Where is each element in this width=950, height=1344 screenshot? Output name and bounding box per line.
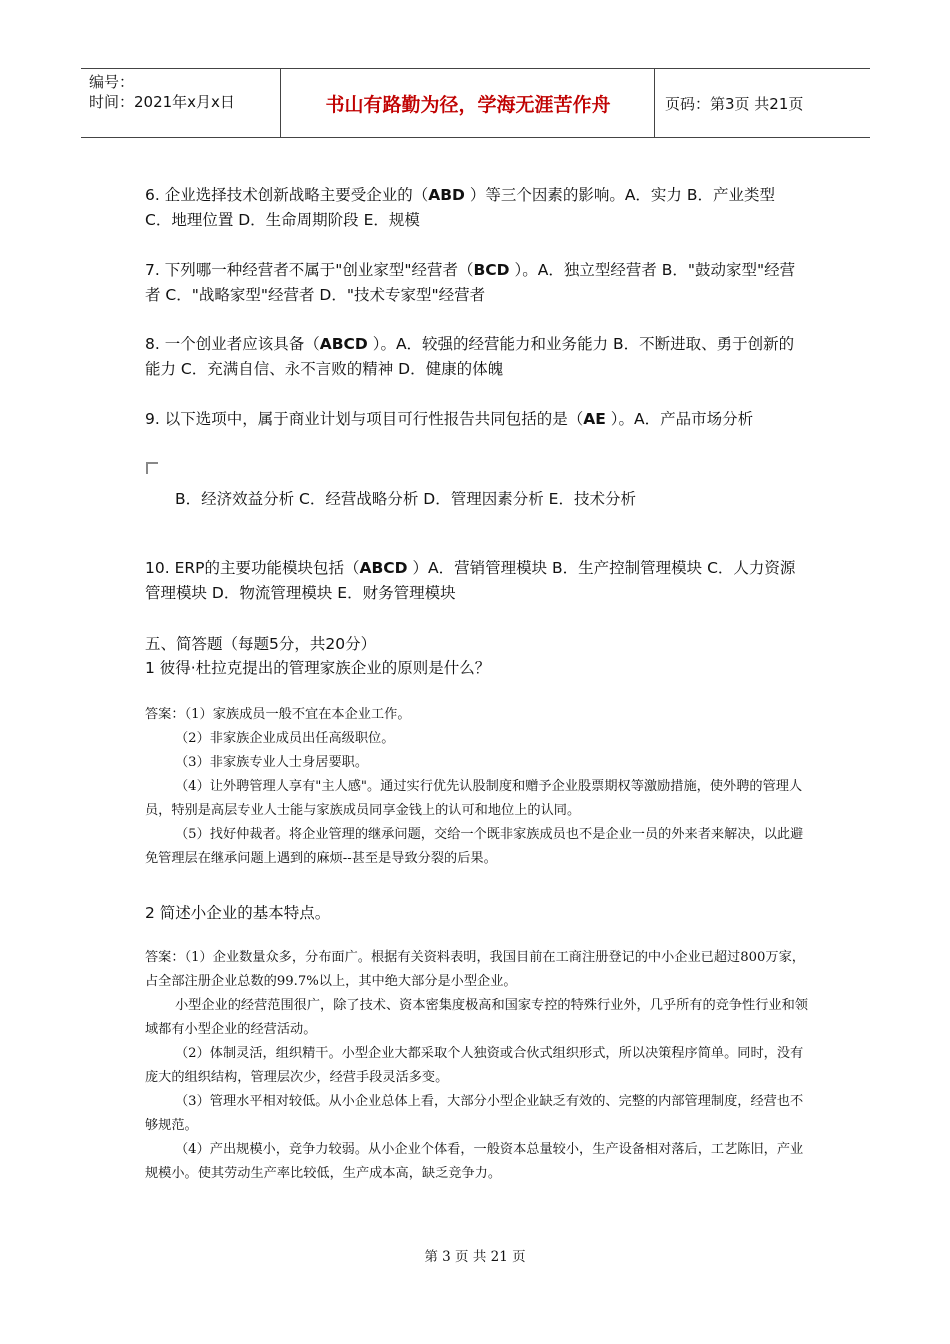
time-label: 时间：2021年x月x日 bbox=[89, 93, 235, 111]
answer-line: 答案：（1）企业数量众多，分布面广。根据有关资料表明，我国目前在工商注册登记的中小企业已超过800万家，占全部注册企业总数的99.7%以上，其中绝大部分是小型企业。 bbox=[145, 950, 805, 989]
short-question-2: 2 简述小企业的基本特点。 bbox=[145, 904, 331, 922]
header-meta bbox=[81, 69, 281, 137]
answer-line: （4）让外聘管理人享有"主人感"。通过实行优先认股制度和赠予企业股票期权等激励措施，使外聘的管理人员，特别是高层专业人士能与家族成员同享金钱上的认可和地位上的认同。 bbox=[145, 779, 803, 818]
answer-key: ABD bbox=[428, 186, 465, 204]
image-placeholder-icon bbox=[146, 462, 158, 474]
header-page-label: 页码：第3页 共21页 bbox=[665, 94, 804, 113]
question-8: 8. 一个创业者应该具备（ABCD ）。A．较强的经营能力和业务能力 B．不断进取、勇于创新的能力 C．充满自信、永不言败的精神 D．健康的体魄 bbox=[145, 335, 795, 378]
section-title: 五、简答题（每题5分，共20分） bbox=[145, 635, 377, 653]
answer-line: （2）非家族企业成员出任高级职位。 bbox=[175, 731, 395, 746]
answer-line: （4）产出规模小，竞争力较弱。从小企业个体看，一般资本总量较小，生产设备相对落后，工艺陈旧，产业规模小。使其劳动生产率比较低，生产成本高，缺乏竞争力。 bbox=[145, 1142, 804, 1181]
page-header bbox=[81, 68, 870, 138]
question-9: 9. 以下选项中，属于商业计划与项目可行性报告共同包括的是（AE ）。A．产品市场分析 bbox=[145, 410, 754, 428]
page-footer: 第 3 页 共 21 页 bbox=[424, 1249, 526, 1265]
question-7: 7. 下列哪一种经营者不属于"创业家型"经营者（BCD ）。A．独立型经营者 B．"鼓动家型"经营者 C．"战略家型"经营者 D．"技术专家型"经营者 bbox=[145, 261, 796, 304]
answer-line: 答案：（1）家族成员一般不宜在本企业工作。 bbox=[145, 707, 411, 722]
answer-2 bbox=[145, 946, 810, 1186]
answer-line: 小型企业的经营范围很广，除了技术、资本密集度极高和国家专控的特殊行业外，几乎所有的竞争性行业和领域都有小型企业的经营活动。 bbox=[145, 998, 808, 1037]
header-motto: 书山有路勤为径，学海无涯苦作舟 bbox=[282, 69, 655, 137]
answer-line: （3）非家族专业人士身居要职。 bbox=[175, 755, 369, 770]
question-10: 10. ERP的主要功能模块包括（ABCD ）A．营销管理模块 B．生产控制管理模块 C．人力资源管理模块 D．物流管理模块 E．财务管理模块 bbox=[145, 559, 796, 602]
question-6: 6. 企业选择技术创新战略主要受企业的（ABD ）等三个因素的影响。A．实力 B．产业类型 C．地理位置 D．生命周期阶段 E．规模 bbox=[145, 186, 775, 229]
answer-key: BCD bbox=[473, 261, 510, 279]
answer-line: （3）管理水平相对较低。从小企业总体上看，大部分小型企业缺乏有效的、完整的内部管理制度，经营也不够规范。 bbox=[145, 1094, 804, 1133]
number-label: 编号： bbox=[89, 73, 135, 91]
answer-1 bbox=[145, 703, 810, 871]
question-9-continuation: B．经济效益分析 C．经营战略分析 D．管理因素分析 E．技术分析 bbox=[175, 490, 636, 508]
short-question-1: 1 彼得·杜拉克提出的管理家族企业的原则是什么？ bbox=[145, 659, 491, 677]
answer-key: AE bbox=[583, 410, 606, 428]
answer-line: （2）体制灵活，组织精干。小型企业大都采取个人独资或合伙式组织形式，所以决策程序简单。同时，没有庞大的组织结构，管理层次少，经营手段灵活多变。 bbox=[145, 1046, 804, 1085]
answer-line: （5）找好仲裁者。将企业管理的继承问题，交给一个既非家族成员也不是企业一员的外来者来解决，以此避免管理层在继承问题上遇到的麻烦--甚至是导致分裂的后果。 bbox=[145, 827, 804, 866]
answer-key: ABCD bbox=[319, 335, 368, 353]
answer-key: ABCD bbox=[359, 559, 408, 577]
